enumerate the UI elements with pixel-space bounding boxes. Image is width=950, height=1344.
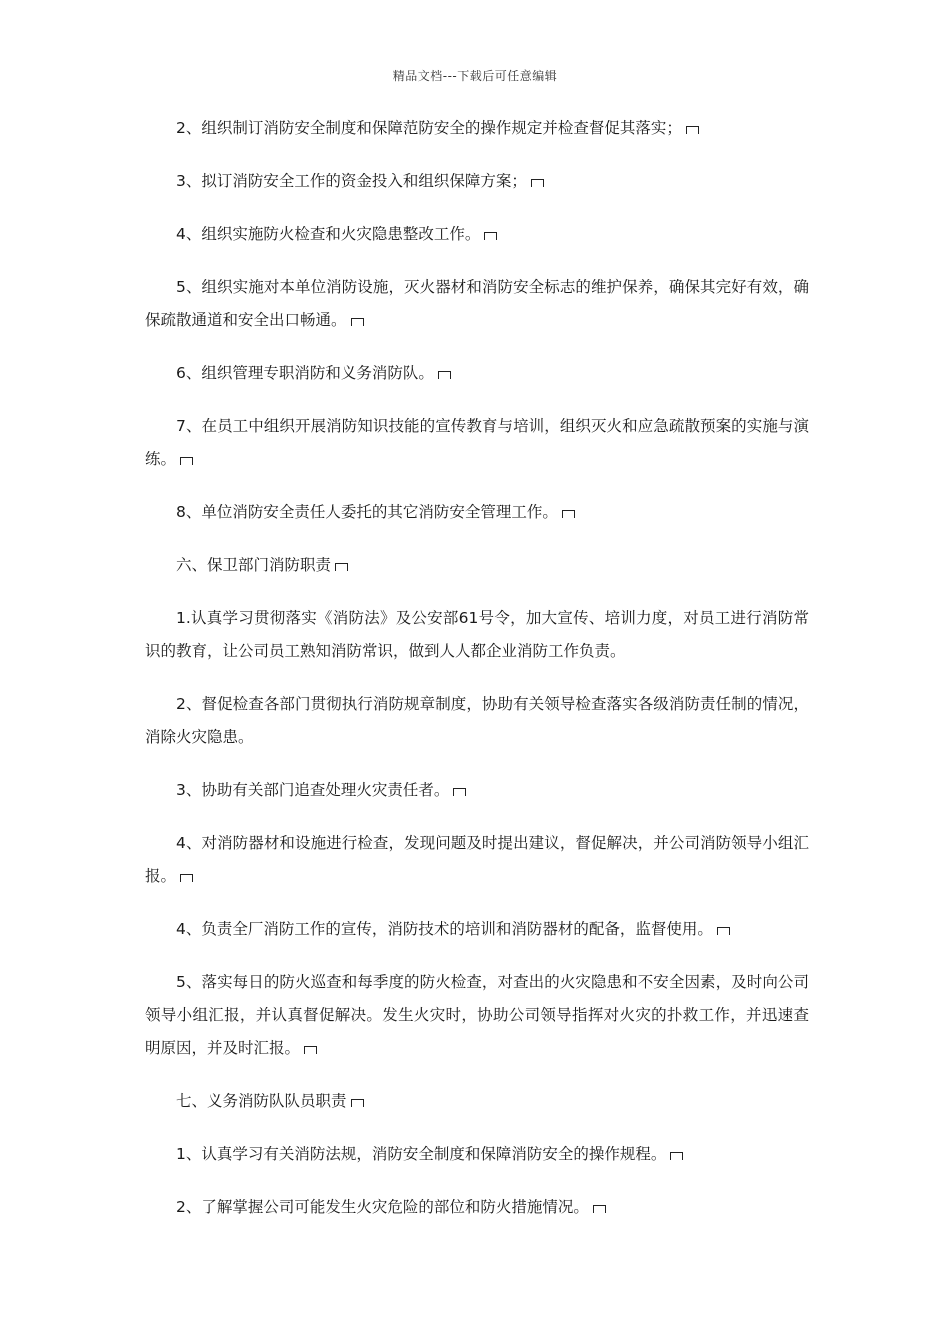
- page-header: 精品文档---下载后可任意编辑: [392, 69, 558, 83]
- section-heading-volunteer: [145, 1085, 809, 1118]
- paragraph-text: 2、了解掌握公司可能发生火灾危险的部位和防火措施情况。: [176, 1198, 589, 1216]
- paragraph-mark-icon: [180, 874, 193, 882]
- paragraph-mark-icon: [484, 232, 497, 240]
- paragraph-mark-icon: [335, 563, 348, 571]
- section-heading-text: 六、保卫部门消防职责: [176, 556, 332, 574]
- document-body: [145, 112, 809, 1244]
- paragraph-text: 5、落实每日的防火巡查和每季度的防火检查，对查出的火灾隐患和不安全因素，及时向公司领导小组汇报，并认真督促解决。发生火灾时，协助公司领导指挥对火灾的扑救工作，并迅速查明原因，并及时汇报。: [145, 973, 809, 1057]
- paragraph-security-4a: [145, 827, 809, 893]
- paragraph-text: 2、督促检查各部门贯彻执行消防规章制度，协助有关领导检查落实各级消防责任制的情况，消除火灾隐患。: [145, 695, 809, 746]
- paragraph-duty-2: [145, 112, 809, 145]
- paragraph-mark-icon: [453, 788, 466, 796]
- paragraph-mark-icon: [562, 510, 575, 518]
- paragraph-mark-icon: [304, 1046, 317, 1054]
- paragraph-volunteer-1: [145, 1138, 809, 1171]
- paragraph-duty-3: [145, 165, 809, 198]
- paragraph-duty-5: [145, 271, 809, 337]
- paragraph-mark-icon: [670, 1152, 683, 1160]
- paragraph-duty-6: [145, 357, 809, 390]
- paragraph-security-4b: [145, 913, 809, 946]
- paragraph-mark-icon: [531, 179, 544, 187]
- paragraph-mark-icon: [593, 1205, 606, 1213]
- paragraph-text: 6、组织管理专职消防和义务消防队。: [176, 364, 434, 382]
- paragraph-duty-7: [145, 410, 809, 476]
- paragraph-security-5: [145, 966, 809, 1065]
- paragraph-security-3: [145, 774, 809, 807]
- paragraph-mark-icon: [351, 1099, 364, 1107]
- paragraph-text: 2、组织制订消防安全制度和保障范防安全的操作规定并检查督促其落实；: [176, 119, 682, 137]
- paragraph-mark-icon: [351, 318, 364, 326]
- paragraph-duty-8: [145, 496, 809, 529]
- paragraph-text: 8、单位消防安全责任人委托的其它消防安全管理工作。: [176, 503, 558, 521]
- section-heading-security: [145, 549, 809, 582]
- paragraph-text: 4、组织实施防火检查和火灾隐患整改工作。: [176, 225, 481, 243]
- paragraph-text: 4、对消防器材和设施进行检查，发现问题及时提出建议，督促解决，并公司消防领导小组汇报。: [145, 834, 809, 885]
- paragraph-mark-icon: [180, 457, 193, 465]
- paragraph-text: 1.认真学习贯彻落实《消防法》及公安部61号令，加大宣传、培训力度，对员工进行消防常识的教育，让公司员工熟知消防常识，做到人人都企业消防工作负责。: [145, 609, 809, 660]
- paragraph-text: 5、组织实施对本单位消防设施，灭火器材和消防安全标志的维护保养，确保其完好有效，确保疏散通道和安全出口畅通。: [145, 278, 809, 329]
- paragraph-mark-icon: [717, 927, 730, 935]
- paragraph-duty-4: [145, 218, 809, 251]
- paragraph-text: 7、在员工中组织开展消防知识技能的宣传教育与培训，组织灭火和应急疏散预案的实施与演练。: [145, 417, 809, 468]
- paragraph-text: 1、认真学习有关消防法规，消防安全制度和保障消防安全的操作规程。: [176, 1145, 667, 1163]
- section-heading-text: 七、义务消防队队员职责: [176, 1092, 347, 1110]
- paragraph-security-1: [145, 602, 809, 668]
- paragraph-mark-icon: [438, 371, 451, 379]
- paragraph-mark-icon: [686, 126, 699, 134]
- paragraph-security-2: [145, 688, 809, 754]
- paragraph-text: 4、负责全厂消防工作的宣传，消防技术的培训和消防器材的配备，监督使用。: [176, 920, 713, 938]
- paragraph-text: 3、拟订消防安全工作的资金投入和组织保障方案；: [176, 172, 527, 190]
- paragraph-text: 3、协助有关部门追查处理火灾责任者。: [176, 781, 450, 799]
- paragraph-volunteer-2: [145, 1191, 809, 1224]
